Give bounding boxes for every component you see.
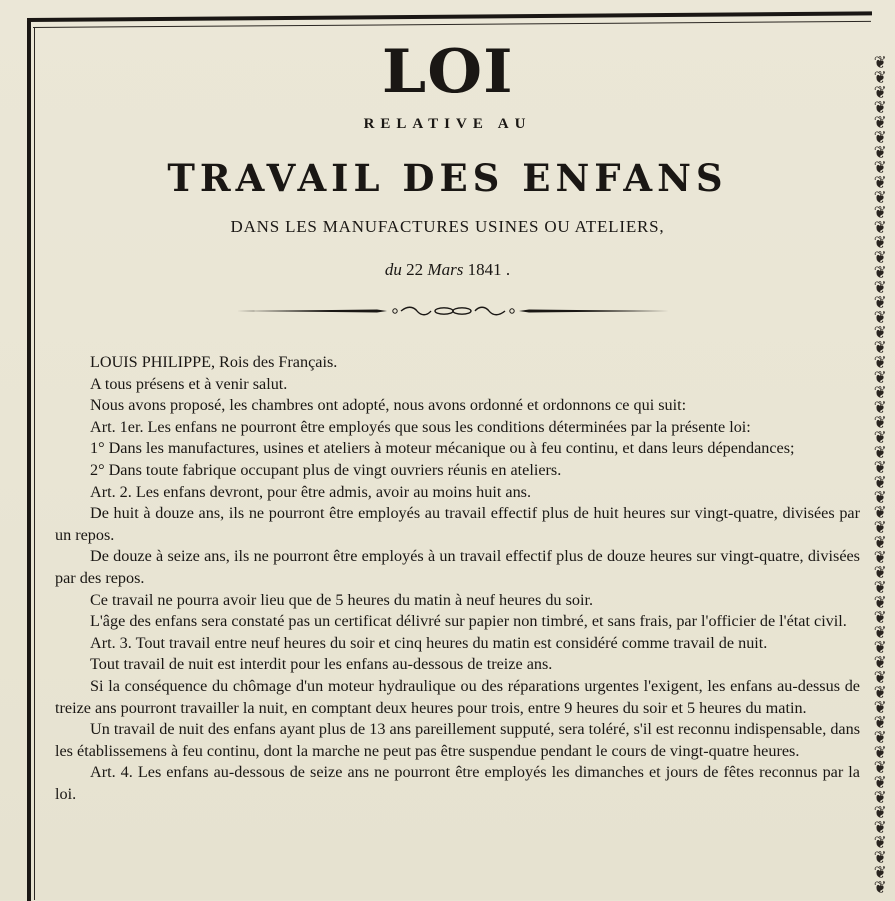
laurel-leaf-icon: ❦ [873, 278, 887, 298]
laurel-leaf-icon: ❦ [873, 863, 887, 883]
paragraph-text: Art. 1er. Les enfans ne pourront être employés que sous les conditions déterminées par la présente loi: [90, 417, 751, 436]
laurel-leaf-icon: ❦ [873, 653, 887, 673]
decorative-divider-icon [237, 304, 669, 318]
relative-au-line: RELATIVE AU [363, 116, 532, 132]
paragraph-text: 1° Dans les manufactures, usines et ateliers à moteur mécanique ou à feu continu, et dans leurs dépendances; [90, 439, 795, 458]
laurel-leaf-icon: ❦ [873, 338, 887, 358]
laurel-leaf-icon: ❦ [873, 473, 887, 493]
date-month: Mars [427, 260, 464, 279]
paragraph-text: Si la conséquence du chômage d'un moteur hydraulique ou des réparations urgentes l'exigent, les enfans au-dessus de treize ans pourront travailler la nuit, en comptant deux heures pour trois, entre 9 heures du soir et 5 heures du matin. [55, 676, 860, 717]
paragraph-text: Un travail de nuit des enfans ayant plus de 13 ans pareillement supputé, sera toléré, s'il est reconnu indispensable, dans les établissemens à feu continu, dont la marche ne peut pas être suspendue pendant le cours de vingt-quatre heures. [55, 720, 860, 760]
laurel-leaf-icon: ❦ [873, 113, 887, 133]
laurel-leaf-icon: ❦ [873, 98, 887, 118]
laurel-leaf-icon: ❦ [873, 698, 887, 718]
paragraph-text: De douze à seize ans, ils ne pourront être employés à un travail effectif plus de douze heures sur vingt-quatre, divisées par des repos. [55, 547, 860, 587]
paragraph-text: A tous présens et à venir salut. [90, 374, 288, 393]
laurel-leaf-icon: ❦ [873, 683, 887, 703]
laurel-leaf-icon: ❦ [873, 503, 887, 523]
article-2-clause-3 [55, 590, 860, 612]
date-prefix: du [384, 260, 402, 279]
laurel-leaf-icon: ❦ [873, 458, 887, 478]
laurel-leaf-icon: ❦ [873, 233, 887, 253]
laurel-leaf-icon: ❦ [873, 848, 887, 868]
paragraph-text: Art. 4. Les enfans au-dessous de seize ans ne pourront être employés les dimanches et jours de fêtes reconnus par la loi. [55, 763, 860, 803]
article-3-clause-2 [55, 676, 860, 719]
laurel-leaf-icon: ❦ [873, 428, 887, 448]
laurel-leaf-icon: ❦ [873, 293, 887, 313]
article-3-clause-1 [55, 654, 860, 676]
laurel-leaf-icon: ❦ [873, 263, 887, 283]
preamble-king [55, 352, 860, 374]
laurel-leaf-icon: ❦ [873, 56, 887, 73]
laurel-leaf-icon: ❦ [873, 518, 887, 538]
article-1-item-2 [55, 460, 860, 482]
laurel-leaf-icon: ❦ [873, 623, 887, 643]
laurel-leaf-icon: ❦ [873, 323, 887, 343]
laurel-leaf-icon: ❦ [873, 743, 887, 763]
paragraph-text: Tout travail de nuit est interdit pour les enfans au-dessous de treize ans. [90, 655, 553, 674]
title-text: LOI [381, 37, 514, 107]
article-1-item-1 [55, 438, 860, 460]
laurel-leaf-icon: ❦ [873, 758, 887, 778]
laurel-leaf-icon: ❦ [873, 158, 887, 178]
article-2-clause-2 [55, 546, 860, 589]
laurel-leaf-icon: ❦ [873, 443, 887, 463]
laurel-leaf-icon: ❦ [873, 533, 887, 553]
laurel-leaf-icon: ❦ [873, 803, 887, 823]
places-subheading: DANS LES MANUFACTURES USINES OU ATELIERS, [230, 217, 665, 236]
laurel-leaf-icon: ❦ [873, 413, 887, 433]
paragraph-text: LOUIS PHILIPPE, Rois des Français. [90, 353, 338, 371]
laurel-leaf-icon: ❦ [873, 383, 887, 403]
paragraph-text: L'âge des enfans sera constaté pas un certificat délivré sur papier non timbré, et sans frais, par l'officier de l'état civil. [90, 612, 847, 631]
frame-top-rule [27, 11, 872, 22]
frame-left-rule [27, 21, 31, 901]
laurel-leaf-icon: ❦ [873, 878, 887, 898]
article-2-clause-4 [55, 611, 860, 633]
preamble-enactment [55, 395, 860, 417]
laurel-leaf-icon: ❦ [873, 488, 887, 508]
article-4 [55, 762, 860, 805]
subject-heading: TRAVAIL DES ENFANS [167, 156, 728, 200]
article-2-clause-1 [55, 503, 860, 546]
laurel-leaf-icon: ❦ [873, 563, 887, 583]
date-day: 22 [406, 260, 424, 279]
laurel-leaf-icon: ❦ [873, 203, 887, 223]
laurel-leaf-icon: ❦ [873, 398, 887, 418]
preamble-salutation [55, 374, 860, 396]
article-2 [55, 482, 860, 504]
paragraph-text: Art. 2. Les enfans devront, pour être admis, avoir au moins huit ans. [90, 482, 532, 501]
laurel-leaf-icon: ❦ [873, 368, 887, 388]
laurel-leaf-icon: ❦ [873, 128, 887, 148]
laurel-leaf-icon: ❦ [873, 248, 887, 268]
laurel-leaf-icon: ❦ [873, 773, 887, 793]
laurel-leaf-icon: ❦ [873, 173, 887, 193]
date-line [0, 260, 895, 283]
law-body [55, 352, 860, 805]
laurel-leaf-icon: ❦ [873, 548, 887, 568]
paragraph-text: Art. 3. Tout travail entre neuf heures du soir et cinq heures du matin est considéré comme travail de nuit. [90, 633, 768, 652]
article-1 [55, 417, 860, 439]
laurel-leaf-icon: ❦ [873, 308, 887, 328]
laurel-leaf-icon: ❦ [873, 668, 887, 688]
paragraph-text: De huit à douze ans, ils ne pourront être employés au travail effectif plus de huit heures sur vingt-quatre, divisées par un repos. [55, 504, 860, 544]
document-title [0, 38, 895, 106]
laurel-leaf-icon: ❦ [873, 818, 887, 838]
laurel-leaf-icon: ❦ [873, 593, 887, 613]
laurel-leaf-icon: ❦ [873, 713, 887, 733]
laurel-leaf-icon: ❦ [873, 188, 887, 208]
laurel-leaf-icon: ❦ [873, 68, 887, 88]
frame-top-thin-rule [33, 21, 871, 28]
paragraph-text: 2° Dans toute fabrique occupant plus de vingt ouvriers réunis en ateliers. [90, 460, 562, 479]
laurel-leaf-icon: ❦ [873, 728, 887, 748]
laurel-leaf-icon: ❦ [873, 788, 887, 808]
laurel-leaf-icon: ❦ [873, 833, 887, 853]
laurel-leaf-icon: ❦ [873, 353, 887, 373]
laurel-leaf-icon: ❦ [873, 638, 887, 658]
laurel-leaf-icon: ❦ [873, 83, 887, 103]
laurel-leaf-icon: ❦ [873, 143, 887, 163]
laurel-leaf-icon: ❦ [873, 578, 887, 598]
article-3 [55, 633, 860, 655]
date-year: 1841 [467, 260, 502, 279]
paragraph-text: Nous avons proposé, les chambres ont adopté, nous avons ordonné et ordonnons ce qui suit: [90, 396, 687, 415]
article-3-clause-3 [55, 719, 860, 762]
paragraph-text: Ce travail ne pourra avoir lieu que de 5 heures du matin à neuf heures du soir. [90, 590, 593, 609]
laurel-leaf-icon: ❦ [873, 218, 887, 238]
date-suffix: . [505, 260, 511, 279]
laurel-leaf-icon: ❦ [873, 608, 887, 628]
